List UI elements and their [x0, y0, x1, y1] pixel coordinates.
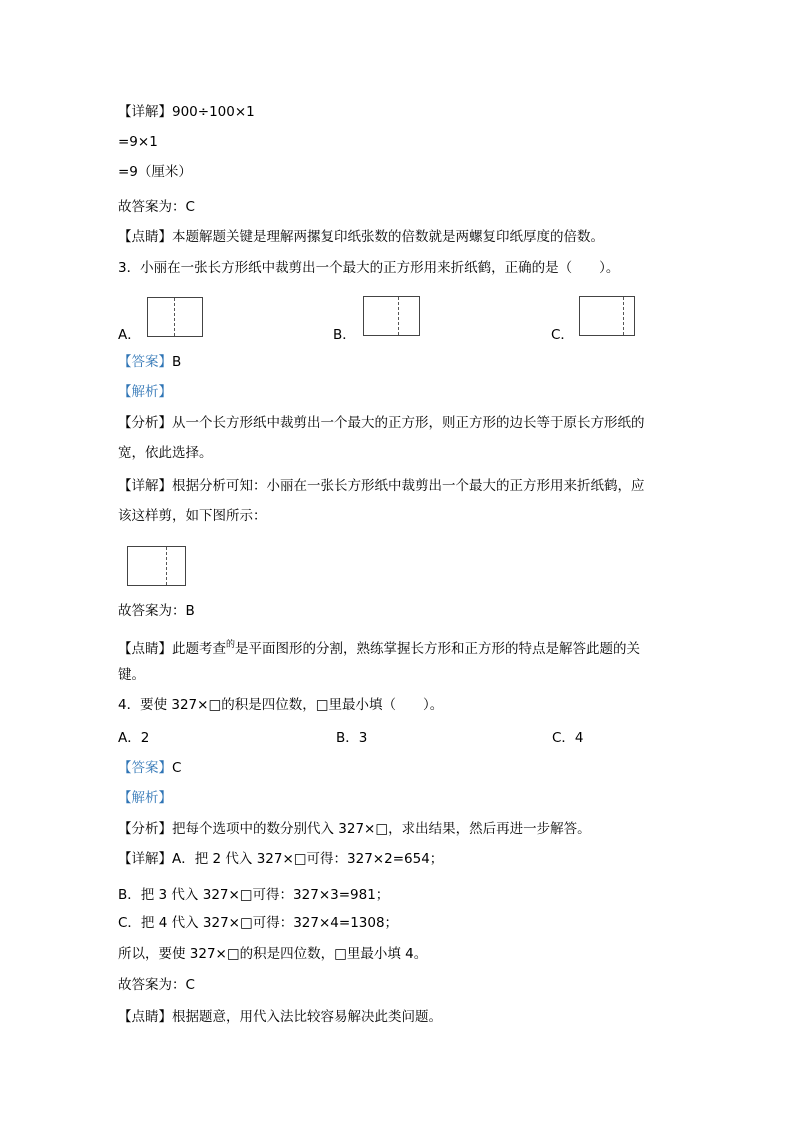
detail-text: A．把 2 代入 327×□可得：327×2=654；	[172, 851, 444, 867]
answer-tag: 【答案】	[118, 760, 172, 776]
answer-tag: 【答案】	[118, 354, 172, 370]
option-a: A．2	[118, 730, 150, 746]
tip-line	[118, 228, 604, 246]
detail-text: 根据分析可知：小丽在一张长方形纸中裁剪出一个最大的正方形用来折纸鹤，应	[172, 478, 645, 494]
tip-text: 是平面图形的分割，熟练掌握长方形和正方形的特点是解答此题的关	[235, 641, 641, 657]
analysis-text: 把每个选项中的数分别代入 327×□，求出结果，然后再进一步解答。	[172, 821, 591, 837]
detail-line	[118, 103, 255, 121]
detail-line	[118, 477, 645, 495]
answer-value: C	[172, 760, 182, 776]
detail-tag: 【详解】	[118, 478, 172, 494]
option-b-figure	[363, 296, 420, 336]
tip-tag: 【点睛】	[118, 641, 172, 657]
option-a-figure	[147, 297, 203, 337]
analysis-sub-tag: 【分析】	[118, 821, 172, 837]
tip-text-pre: 此题考查	[172, 641, 226, 657]
fold-line	[174, 298, 175, 336]
option-c: C．4	[552, 730, 584, 746]
option-a-label: A．	[118, 327, 141, 343]
calc-line: =9×1	[118, 134, 158, 150]
question-4: 4．要使 327×□的积是四位数，□里最小填（ ）。	[118, 697, 444, 713]
fold-line	[398, 297, 399, 335]
tip-tag: 【点睛】	[118, 1009, 172, 1025]
analysis-sub-tag: 【分析】	[118, 415, 172, 431]
answer-line	[118, 353, 181, 371]
option-b: B．3	[336, 730, 368, 746]
detail-text: 900÷100×1	[172, 104, 255, 120]
detail-b: B．把 3 代入 327×□可得：327×3=981；	[118, 887, 390, 903]
tip-line	[118, 636, 640, 658]
answer-value: B	[172, 354, 182, 370]
analysis-line	[118, 414, 645, 432]
analysis-tag: 【解析】	[118, 790, 172, 806]
tip-tag: 【点睛】	[118, 229, 172, 245]
tip-line	[118, 1008, 442, 1026]
tip-text: 本题解题关键是理解两摞复印纸张数的倍数就是两螺复印纸厚度的倍数。	[172, 229, 604, 245]
analysis-text: 从一个长方形纸中裁剪出一个最大的正方形，则正方形的边长等于原长方形纸的	[172, 415, 645, 431]
final-answer: 故答案为：C	[118, 977, 195, 993]
detail-line	[118, 850, 443, 868]
option-b-label: B．	[333, 327, 356, 343]
tip-line-2: 键。	[118, 667, 145, 683]
option-c-label: C．	[551, 327, 574, 343]
detail-c: C．把 4 代入 327×□可得：327×4=1308；	[118, 915, 399, 931]
calc-result: =9（厘米）	[118, 164, 192, 180]
analysis-line-2: 宽，依此选择。	[118, 445, 213, 461]
detail-line-2: 该这样剪，如下图所示：	[118, 508, 267, 524]
fold-line	[623, 297, 624, 335]
tip-sup: 的	[226, 640, 236, 650]
option-c-figure	[579, 296, 635, 336]
solution-figure	[127, 546, 186, 586]
conclusion: 所以，要使 327×□的积是四位数，□里最小填 4。	[118, 946, 428, 962]
analysis-tag: 【解析】	[118, 384, 172, 400]
question-3: 3．小丽在一张长方形纸中裁剪出一个最大的正方形用来折纸鹤，正确的是（ ）。	[118, 260, 620, 276]
fold-line	[166, 547, 167, 585]
answer-line	[118, 759, 181, 777]
final-answer: 故答案为：B	[118, 603, 195, 619]
detail-tag: 【详解】	[118, 104, 172, 120]
detail-tag: 【详解】	[118, 851, 172, 867]
tip-text: 根据题意，用代入法比较容易解决此类问题。	[172, 1009, 442, 1025]
analysis-line	[118, 820, 591, 838]
final-answer: 故答案为：C	[118, 199, 195, 215]
